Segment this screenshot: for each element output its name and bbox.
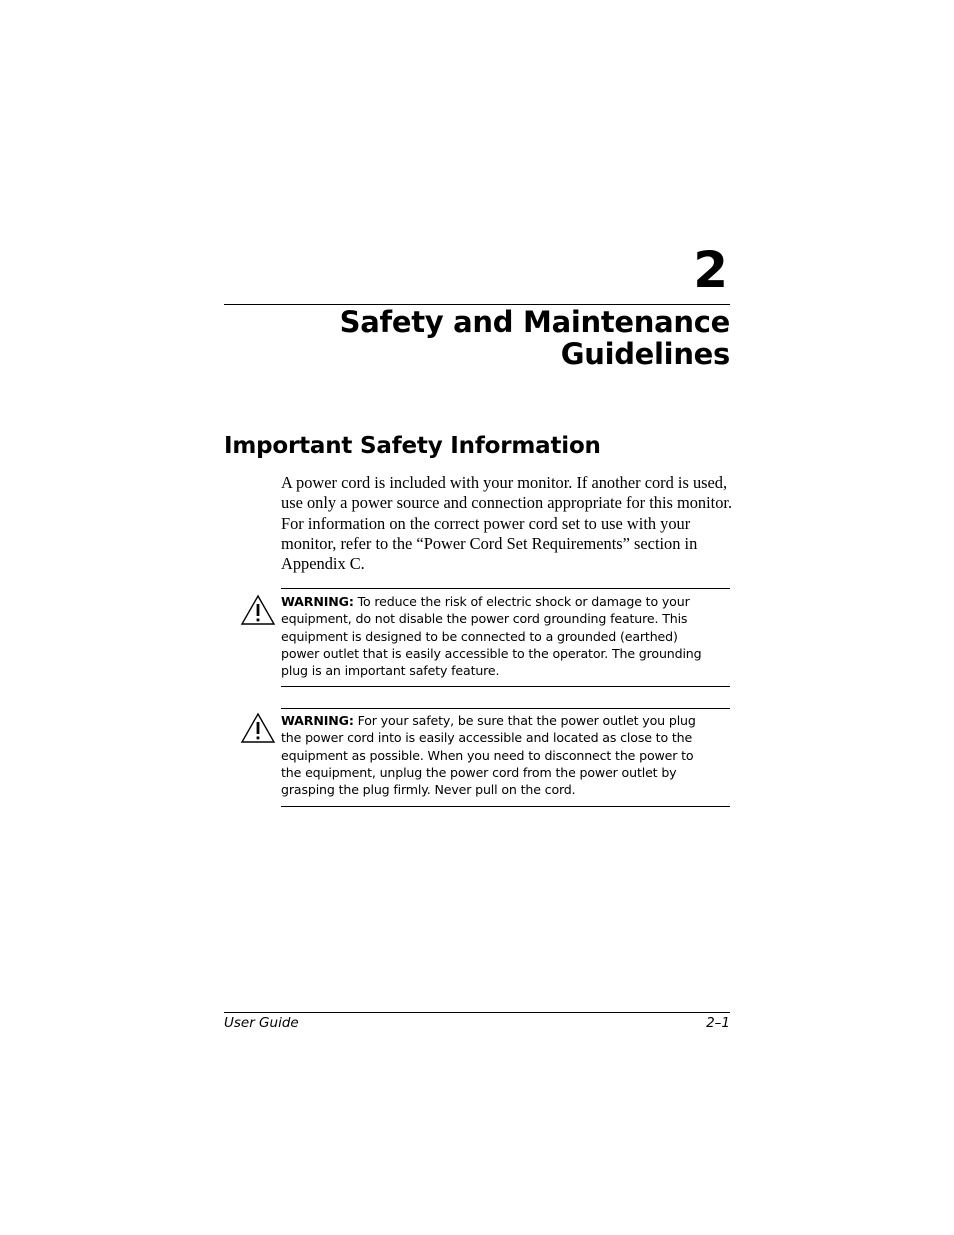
warning-triangle-icon [240, 712, 276, 744]
warning-body: For your safety, be sure that the power outlet you plug the power cord into is easily accessible and located as close to the equipment as possible. When you need to disconnect the power to the equipment, unplug the power cord from the power outlet by grasping the plug firmly. Never pull on the cord. [281, 713, 696, 798]
chapter-title [224, 306, 730, 370]
chapter-title-line2: Guidelines [560, 337, 730, 371]
warning-text [281, 593, 711, 679]
warning-rule-bottom [281, 686, 730, 687]
warning-body: To reduce the risk of electric shock or damage to your equipment, do not disable the power cord grounding feature. This equipment is designed to be connected to a grounded (earthed) power outlet that is easily accessible to the operator. The grounding plug is an important safety feature. [281, 594, 702, 679]
section-heading: Important Safety Information [224, 433, 601, 459]
warning-rule-bottom [281, 806, 730, 807]
warning-label: WARNING: [281, 713, 354, 728]
warning-block-2 [240, 708, 730, 808]
warning-rule-top [281, 588, 730, 589]
footer-page-number: 2–1 [706, 1015, 730, 1031]
body-paragraph: A power cord is included with your monitor. If another cord is used, use only a power source and connection appropriate for this monitor. For information on the correct power cord set to use with your monitor, refer to the “Power Cord Set Requirements” section in Appendix C. [281, 473, 733, 574]
footer-document-title: User Guide [224, 1015, 299, 1031]
warning-triangle-icon [240, 594, 276, 626]
warning-label: WARNING: [281, 594, 354, 609]
warning-block-1 [240, 588, 730, 688]
warning-rule-top [281, 708, 730, 709]
chapter-number: 2 [693, 241, 728, 299]
chapter-title-line1: Safety and Maintenance [339, 305, 730, 339]
footer-rule [224, 1012, 730, 1013]
warning-text [281, 712, 711, 798]
